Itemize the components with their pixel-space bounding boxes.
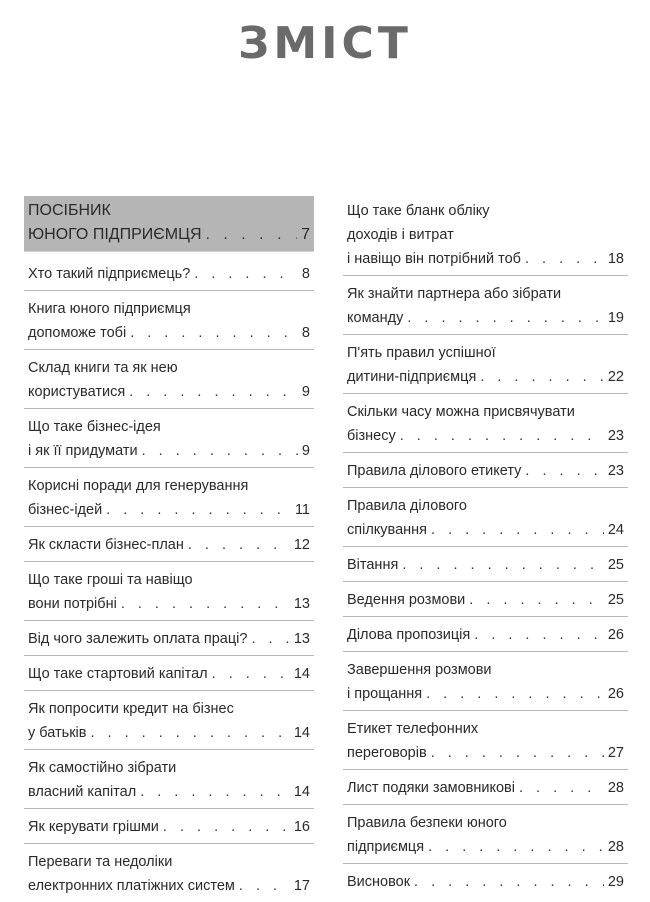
toc-entry-line <box>28 415 310 439</box>
dot-leader <box>431 741 604 765</box>
toc-page-number: 8 <box>301 325 310 341</box>
dot-leader <box>106 498 291 522</box>
toc-entry[interactable] <box>24 691 314 749</box>
toc-entry[interactable] <box>343 617 628 651</box>
toc-entry[interactable] <box>343 394 628 452</box>
toc-entry-title: і як її придумати <box>28 443 138 459</box>
toc-entry[interactable] <box>343 335 628 393</box>
toc-page-number: 19 <box>607 310 624 326</box>
toc-right-column <box>343 196 628 898</box>
toc-entry-line <box>28 592 310 616</box>
toc-entry-title: допоможе тобі <box>28 325 127 341</box>
toc-entry-title: Хто такий підприємець? <box>28 266 191 282</box>
dot-leader <box>206 223 298 247</box>
toc-entry-title: електронних платіжних систем <box>28 878 235 894</box>
dot-leader <box>525 459 603 483</box>
toc-entry-title: ЮНОГО ПІДПРИЄМЦЯ <box>28 226 202 243</box>
toc-entry-title: Ведення розмови <box>347 592 466 608</box>
toc-entry-line <box>347 623 624 647</box>
toc-page-number: 24 <box>607 522 624 538</box>
toc-entry-line <box>347 835 624 859</box>
toc-entry-title: Книга юного підприємця <box>28 301 191 317</box>
toc-entry-line <box>347 223 624 247</box>
toc-entry-title: Як скласти бізнес-план <box>28 537 184 553</box>
dot-leader <box>525 247 604 271</box>
toc-page-number: 13 <box>293 596 310 612</box>
toc-entry[interactable] <box>343 276 628 334</box>
toc-entry[interactable] <box>24 844 314 902</box>
toc-entry[interactable] <box>343 196 628 275</box>
toc-page-number: 7 <box>301 226 310 243</box>
toc-entry-title: Правила ділового <box>347 498 467 514</box>
toc-entry-title: Вітання <box>347 557 399 573</box>
toc-entry-line <box>28 697 310 721</box>
toc-entry-line <box>347 400 624 424</box>
toc-page-number: 17 <box>293 878 310 894</box>
toc-page-number: 25 <box>607 592 624 608</box>
toc-entry-line <box>28 627 310 651</box>
toc-entry-title: Склад книги та як нею <box>28 360 178 376</box>
toc-entry-title: Правила безпеки юного <box>347 815 507 831</box>
dot-leader <box>121 592 290 616</box>
toc-page-number: 14 <box>293 784 310 800</box>
dot-leader <box>239 874 290 898</box>
toc-entry-line <box>28 815 310 839</box>
toc-entry-title: користуватися <box>28 384 126 400</box>
dot-leader <box>426 682 604 706</box>
toc-entry-line <box>347 717 624 741</box>
toc-entry-title: Що таке бізнес-ідея <box>28 419 161 435</box>
toc-entry-line <box>28 498 310 522</box>
toc-entry-title: доходів і витрат <box>347 227 454 243</box>
toc-entry-title: Лист подяки замовникові <box>347 780 515 796</box>
toc-entry[interactable] <box>343 488 628 546</box>
toc-page-number: 9 <box>301 384 310 400</box>
toc-entry[interactable] <box>343 864 628 898</box>
toc-entry-title: дитини-підприємця <box>347 369 477 385</box>
toc-entry-title: Переваги та недоліки <box>28 854 173 870</box>
toc-entry-title: бізнесу <box>347 428 396 444</box>
toc-entry-title: Що таке стартовий капітал <box>28 666 208 682</box>
toc-entry-line <box>28 756 310 780</box>
toc-entry-line <box>347 459 624 483</box>
toc-entry-title: Як знайти партнера або зібрати <box>347 286 562 302</box>
toc-entry[interactable] <box>343 711 628 769</box>
toc-entry[interactable] <box>24 809 314 843</box>
toc-entry-line <box>347 365 624 389</box>
toc-entry[interactable] <box>24 656 314 690</box>
toc-entry-title: вони потрібні <box>28 596 117 612</box>
toc-page-number: 23 <box>607 463 624 479</box>
dot-leader <box>480 365 604 389</box>
toc-entry-title: ПОСІБНИК <box>28 202 111 219</box>
toc-entry[interactable] <box>24 527 314 561</box>
toc-page-number: 23 <box>607 428 624 444</box>
toc-entry[interactable] <box>24 468 314 526</box>
toc-entry[interactable] <box>24 256 314 290</box>
toc-entry-line <box>28 356 310 380</box>
toc-page-number: 16 <box>293 819 310 835</box>
toc-entry-line <box>347 658 624 682</box>
dot-leader <box>400 424 604 448</box>
toc-entry[interactable] <box>24 621 314 655</box>
toc-page-number: 29 <box>607 874 624 890</box>
dot-leader <box>407 306 604 330</box>
toc-entry-line <box>347 682 624 706</box>
toc-page-number: 12 <box>293 537 310 553</box>
toc-entry-title: власний капітал <box>28 784 137 800</box>
dot-leader <box>251 627 289 651</box>
toc-entry-line <box>347 811 624 835</box>
dot-leader <box>142 439 298 463</box>
toc-entry-title: спілкування <box>347 522 428 538</box>
toc-page-number: 11 <box>294 502 310 518</box>
toc-entry-line <box>28 223 310 247</box>
toc-entry-line <box>28 533 310 557</box>
toc-page-number: 18 <box>607 251 624 267</box>
toc-entry-line <box>347 247 624 271</box>
toc-entry-title: підприємця <box>347 839 425 855</box>
dot-leader <box>431 518 604 542</box>
toc-page-number: 9 <box>301 443 310 459</box>
toc-entry-line <box>347 741 624 765</box>
dot-leader <box>402 553 604 577</box>
toc-entry-title: команду <box>347 310 404 326</box>
toc-entry[interactable] <box>343 582 628 616</box>
toc-entry-line <box>347 870 624 894</box>
toc-entry-line <box>347 199 624 223</box>
dot-leader <box>129 380 298 404</box>
toc-section-heading[interactable] <box>24 196 314 252</box>
toc-entry[interactable] <box>24 562 314 620</box>
toc-entry-line <box>347 776 624 800</box>
toc-entry-line <box>28 321 310 345</box>
toc-entry-line <box>347 424 624 448</box>
toc-page-number: 28 <box>607 839 624 855</box>
toc-entry-line <box>28 262 310 286</box>
toc-entry[interactable] <box>343 770 628 804</box>
toc-entry-line <box>28 850 310 874</box>
dot-leader <box>428 835 604 859</box>
toc-page-number: 26 <box>607 627 624 643</box>
toc-entry-line <box>28 380 310 404</box>
toc-entry-line <box>347 518 624 542</box>
toc-entry-line <box>28 199 310 223</box>
toc-entry-title: Як попросити кредит на бізнес <box>28 701 234 717</box>
dot-leader <box>90 721 289 745</box>
dot-leader <box>414 870 604 894</box>
toc-entry-line <box>347 282 624 306</box>
toc-entry-title: у батьків <box>28 725 87 741</box>
dot-leader <box>130 321 298 345</box>
toc-entry-title: Завершення розмови <box>347 662 492 678</box>
dot-leader <box>212 662 290 686</box>
toc-entry-title: Корисні поради для генерування <box>28 478 249 494</box>
toc-entry-line <box>347 341 624 365</box>
toc-page-number: 8 <box>301 266 310 282</box>
toc-entry-title: П'ять правил успішної <box>347 345 496 361</box>
toc-entry-title: Етикет телефонних <box>347 721 479 737</box>
toc-entry-title: Що таке бланк обліку <box>347 203 490 219</box>
toc-entry-title: і прощання <box>347 686 423 702</box>
toc-entry-line <box>28 721 310 745</box>
dot-leader <box>519 776 604 800</box>
dot-leader <box>140 780 290 804</box>
toc-entry-title: переговорів <box>347 745 427 761</box>
page-title: ЗМІСТ <box>238 18 412 69</box>
toc-entry-title: Як самостійно зібрати <box>28 760 177 776</box>
toc-page-number: 27 <box>607 745 624 761</box>
toc-page-number: 22 <box>607 369 624 385</box>
toc-entry-title: бізнес-ідей <box>28 502 103 518</box>
toc-entry-title: Від чого залежить оплата праці? <box>28 631 248 647</box>
toc-entry-title: Скільки часу можна присвячувати <box>347 404 575 420</box>
toc-entry-line <box>28 297 310 321</box>
toc-entry[interactable] <box>343 547 628 581</box>
toc-left-column <box>24 196 314 902</box>
toc-page-number: 28 <box>607 780 624 796</box>
dot-leader <box>163 815 290 839</box>
toc-page-number: 14 <box>293 666 310 682</box>
toc-entry-title: Як керувати грішми <box>28 819 159 835</box>
toc-entry-line <box>347 306 624 330</box>
dot-leader <box>474 623 604 647</box>
toc-entry-line <box>28 662 310 686</box>
dot-leader <box>188 533 290 557</box>
toc-entry-title: Висновок <box>347 874 411 890</box>
toc-entry-line <box>28 439 310 463</box>
toc-entry[interactable] <box>24 350 314 408</box>
toc-entry-line <box>28 474 310 498</box>
dot-leader <box>194 262 298 286</box>
toc-page-number: 25 <box>607 557 624 573</box>
toc-entry[interactable] <box>343 652 628 710</box>
toc-entry[interactable] <box>24 409 314 467</box>
toc-entry-line <box>28 568 310 592</box>
toc-entry[interactable] <box>343 805 628 863</box>
toc-entry-title: Ділова пропозиція <box>347 627 471 643</box>
toc-page-number: 13 <box>293 631 310 647</box>
toc-entry-line <box>28 874 310 898</box>
toc-entry-line <box>347 494 624 518</box>
toc-entry-title: Правила ділового етикету <box>347 463 522 479</box>
toc-entry-line <box>347 553 624 577</box>
toc-entry-line <box>347 588 624 612</box>
toc-page-number: 14 <box>293 725 310 741</box>
toc-entry[interactable] <box>24 750 314 808</box>
toc-entry-title: Що таке гроші та навіщо <box>28 572 193 588</box>
toc-page-number: 26 <box>607 686 624 702</box>
toc-entry-title: і навіщо він потрібний тоб <box>347 251 521 267</box>
toc-entry[interactable] <box>24 291 314 349</box>
toc-entry[interactable] <box>343 453 628 487</box>
toc-entry-line <box>28 780 310 804</box>
dot-leader <box>469 588 604 612</box>
